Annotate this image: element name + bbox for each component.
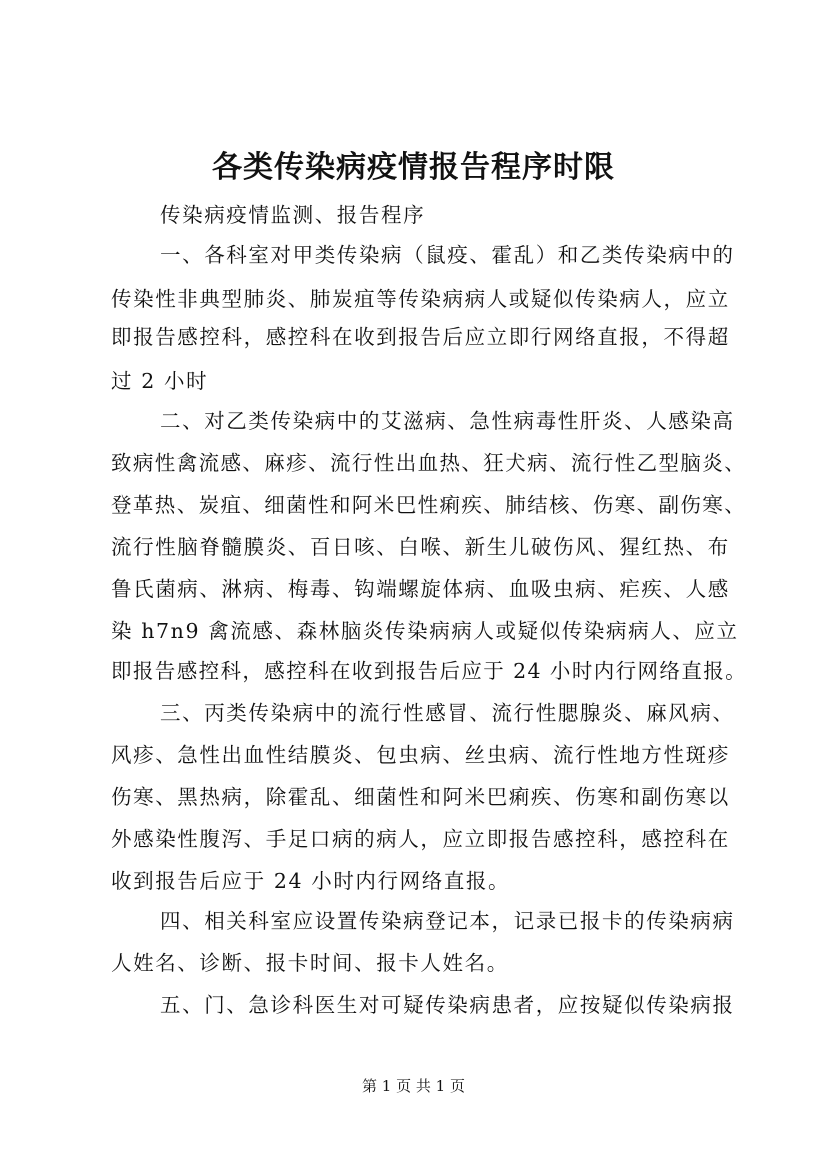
paragraph-line: 即报告感控科，感控科在收到报告后应于 24 小时内行网络直报。 bbox=[111, 659, 748, 683]
paragraph-line: 风疹、急性出血性结膜炎、包虫病、丝虫病、流行性地方性斑疹 bbox=[111, 743, 730, 767]
paragraph-line: 传染性非典型肺炎、肺炭疽等传染病病人或疑似传染病人，应立 bbox=[111, 287, 730, 311]
paragraph-line: 二、对乙类传染病中的艾滋病、急性病毒性肝炎、人感染高 bbox=[160, 409, 735, 433]
paragraph-line: 即报告感控科，感控科在收到报告后应立即行网络直报，不得超 bbox=[111, 325, 730, 349]
paragraph-line: 收到报告后应于 24 小时内行网络直报。 bbox=[111, 869, 511, 893]
paragraph-line: 致病性禽流感、麻疹、流行性出血热、狂犬病、流行性乙型脑炎、 bbox=[111, 451, 747, 475]
document-title: 各类传染病疫情报告程序时限 bbox=[212, 150, 615, 185]
section-heading: 传染病疫情监测、报告程序 bbox=[160, 203, 426, 227]
paragraph-line: 外感染性腹泻、手足口病的病人，应立即报告感控科，感控科在 bbox=[111, 827, 730, 851]
paragraph-line: 流行性脑脊髓膜炎、百日咳、白喉、新生儿破伤风、猩红热、布 bbox=[111, 535, 730, 559]
paragraph-line: 鲁氏菌病、淋病、梅毒、钩端螺旋体病、血吸虫病、疟疾、人感 bbox=[111, 577, 730, 601]
paragraph-line: 五、门、急诊科医生对可疑传染病患者，应按疑似传染病报 bbox=[160, 993, 735, 1017]
paragraph-line: 登革热、炭疽、细菌性和阿米巴性痢疾、肺结核、伤寒、副伤寒、 bbox=[111, 493, 747, 517]
paragraph-line: 三、丙类传染病中的流行性感冒、流行性腮腺炎、麻风病、 bbox=[160, 701, 735, 725]
paragraph-line: 过 2 小时 bbox=[111, 369, 209, 393]
paragraph-line: 一、各科室对甲类传染病（鼠疫、霍乱）和乙类传染病中的 bbox=[160, 243, 735, 267]
page-footer: 第 1 页 共 1 页 bbox=[362, 1077, 465, 1095]
paragraph-line: 人姓名、诊断、报卡时间、报卡人姓名。 bbox=[111, 951, 509, 975]
paragraph-line: 染 h7n9 禽流感、森林脑炎传染病病人或疑似传染病病人、应立 bbox=[111, 619, 739, 643]
paragraph-line: 伤寒、黑热病，除霍乱、细菌性和阿米巴痢疾、伤寒和副伤寒以 bbox=[111, 785, 730, 809]
paragraph-line: 四、相关科室应设置传染病登记本，记录已报卡的传染病病 bbox=[160, 909, 735, 933]
